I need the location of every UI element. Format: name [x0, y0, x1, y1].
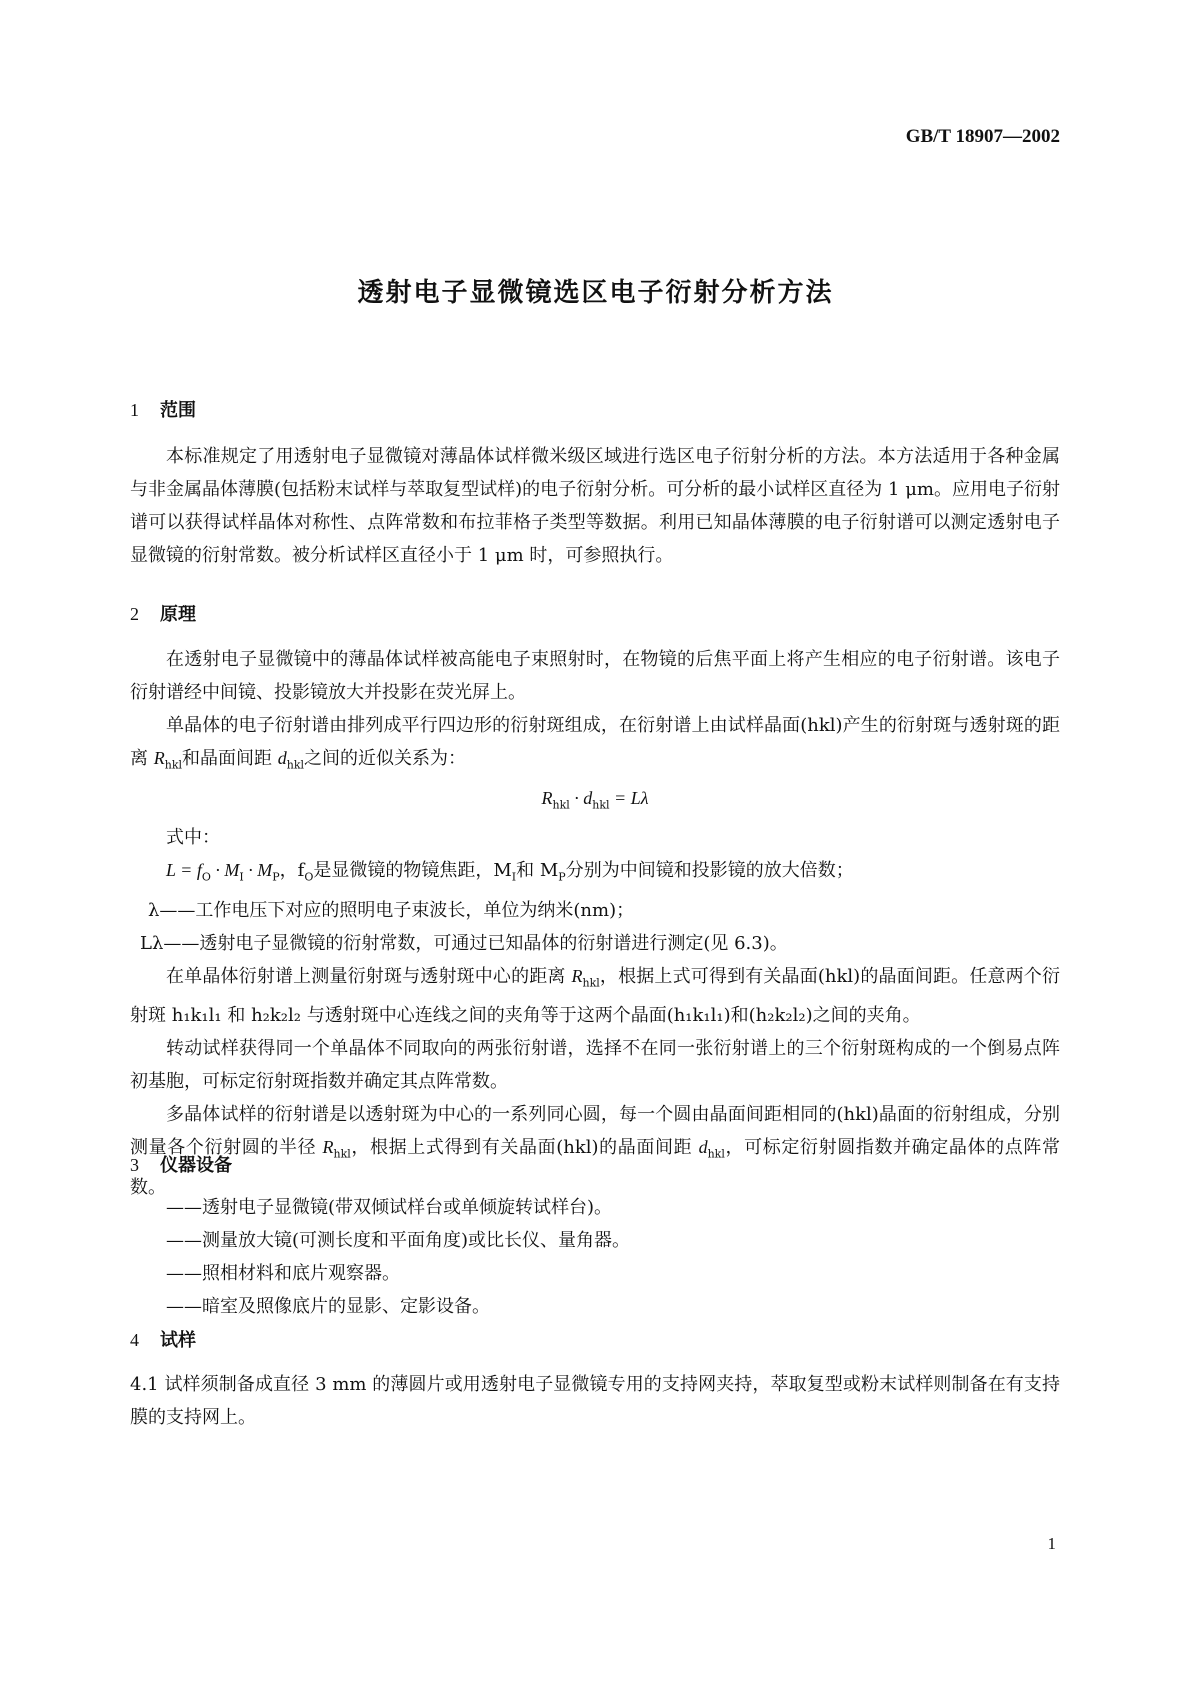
section-2-body: [130, 643, 1060, 1204]
list-item: ——透射电子显微镜(带双倾试样台或单倾旋转试样台)。: [166, 1197, 613, 1218]
where-item: Lλ——透射电子显微镜的衍射常数，可通过已知晶体的衍射谱进行测定(见 6.3)。: [140, 932, 788, 954]
section-4-body: [130, 1368, 1060, 1434]
paragraph: 本标准规定了用透射电子显微镜对薄晶体试样微米级区域进行选区电子衍射分析的方法。本方法适用于各种金属与非金属晶体薄膜(包括粉末试样与萃取复型试样)的电子衍射分析。可分析的最小试样区直径为 1 μm。应用电子衍射谱可以获得试样晶体对称性、点阵常数和布拉菲格子类型等数据。利用已知晶体薄膜的电子衍射谱可以测定透射电子显微镜的衍射常数。被分析试样区直径小于 1 μm 时，可参照执行。: [130, 446, 1060, 566]
section-number: 1: [130, 400, 139, 420]
where-item: λ——工作电压下对应的照明电子束波长，单位为纳米(nm)；: [148, 899, 635, 921]
paragraph: 单晶体的电子衍射谱由排列成平行四边形的衍射斑组成，在衍射谱上由试样晶面(hkl)产生的衍射斑与透射斑的距离 $R_{hkl}$和晶面间距 $d_{hkl}$之间的近似关系为：: [130, 715, 1060, 772]
paragraph: 转动试样获得同一个单晶体不同取向的两张衍射谱，选择不在同一张衍射谱上的三个衍射斑构成的一个倒易点阵初基胞，可标定衍射斑指数并确定其点阵常数。: [130, 1038, 1060, 1093]
page-number: 1: [1047, 1534, 1056, 1553]
list-item: ——暗室及照像底片的显影、定影设备。: [166, 1296, 490, 1317]
where-label: 式中：: [166, 827, 220, 849]
list-item: ——测量放大镜(可测长度和平面角度)或比长仪、量角器。: [166, 1230, 631, 1251]
paragraph: 在透射电子显微镜中的薄晶体试样被高能电子束照射时，在物镜的后焦平面上将产生相应的电子衍射谱。该电子衍射谱经中间镜、投影镜放大并投影在荧光屏上。: [130, 649, 1060, 703]
document-title: 透射电子显微镜选区电子衍射分析方法: [357, 278, 834, 308]
section-title: 范围: [160, 400, 196, 421]
section-4-heading: [130, 1326, 196, 1352]
where-item: $L = f_O \cdot M_I \cdot M_P$，$f_O$是显微镜的物镜焦距，$M_I$和 $M_P$分别为中间镜和投影镜的放大倍数；: [166, 860, 854, 884]
list-item: ——照相材料和底片观察器。: [166, 1263, 400, 1284]
formula: $R_{hkl} \cdot d_{hkl} = L\lambda$: [541, 787, 649, 812]
clause-4-1: 4.1 试样须制备成直径 3 mm 的薄圆片或用透射电子显微镜专用的支持网夹持，萃取复型或粉末试样则制备在有支持膜的支持网上。: [130, 1374, 1060, 1428]
section-1-heading: [130, 396, 196, 422]
standard-number: GB/T 18907—2002: [905, 126, 1060, 147]
section-3-heading: [130, 1151, 232, 1177]
section-title: 试样: [160, 1330, 196, 1351]
section-2-heading: [130, 600, 196, 626]
section-title: 原理: [160, 604, 196, 625]
section-number: 2: [130, 604, 139, 624]
equipment-list: [130, 1191, 1060, 1323]
paragraph: 在单晶体衍射谱上测量衍射斑与透射斑中心的距离 $R_{hkl}$，根据上式可得到有关晶面(hkl)的晶面间距。任意两个衍射斑 h₁k₁l₁ 和 h₂k₂l₂ 与透射斑中心连线之间的夹角等于这两个晶面(h₁k₁l₁)和(h₂k₂l₂)之间的夹角。: [130, 965, 1060, 1027]
section-1-body: [130, 440, 1060, 572]
section-title: 仪器设备: [160, 1155, 232, 1176]
section-number: 4: [130, 1330, 139, 1350]
paragraph: 多晶体试样的衍射谱是以透射斑为中心的一系列同心圆，每一个圆由晶面间距相同的(hkl)晶面的衍射组成，分别测量各个衍射圆的半径 $R_{hkl}$，根据上式得到有关晶面(hkl)的晶面间距 $d_{hkl}$，可标定衍射圆指数并确定晶体的点阵常数。: [130, 1104, 1060, 1198]
section-number: 3: [130, 1155, 139, 1175]
